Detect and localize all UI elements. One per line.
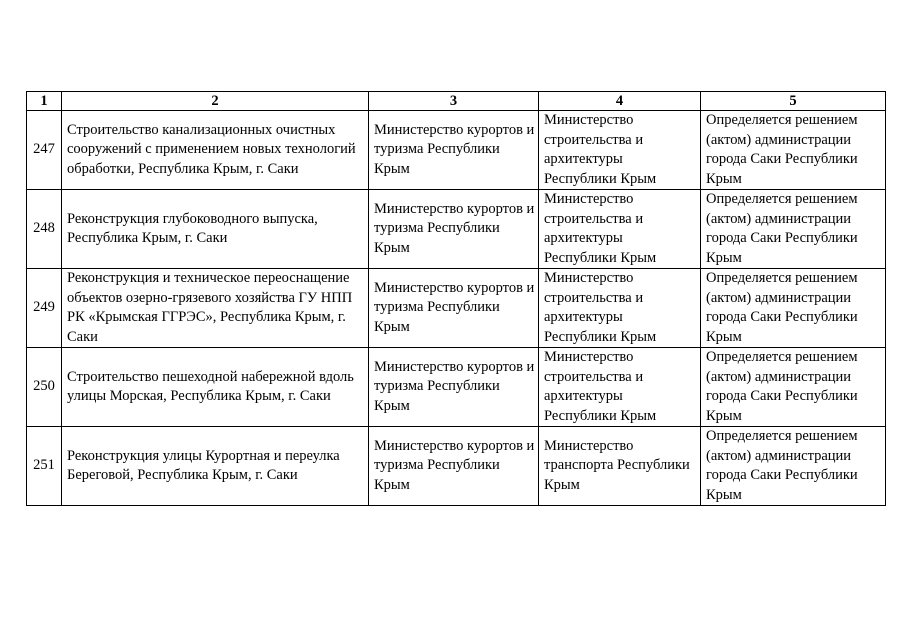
executor-cell: Министерство строительства и архитектуры Республики Крым: [539, 190, 701, 269]
row-number: 247: [27, 111, 62, 190]
document-table: [26, 91, 886, 506]
customer-cell: Министерство курортов и туризма Республики Крым: [369, 190, 539, 269]
executor-cell: Министерство строительства и архитектуры Республики Крым: [539, 111, 701, 190]
object-name-cell: Реконструкция улицы Курортная и переулка Береговой, Республика Крым, г. Саки: [62, 427, 369, 506]
column-header-1: 1: [27, 92, 62, 111]
recipient-cell: Определяется решением (актом) администрации города Саки Республики Крым: [701, 190, 886, 269]
recipient-cell: Определяется решением (актом) администрации города Саки Республики Крым: [701, 348, 886, 427]
row-number: 251: [27, 427, 62, 506]
customer-cell: Министерство курортов и туризма Республики Крым: [369, 111, 539, 190]
object-name-cell: Строительство пешеходной набережной вдоль улицы Морская, Республика Крым, г. Саки: [62, 348, 369, 427]
column-header-3: 3: [369, 92, 539, 111]
executor-cell: Министерство транспорта Республики Крым: [539, 427, 701, 506]
object-name-cell: Строительство канализационных очистных сооружений с применением новых технологий обработки, Республика Крым, г. Саки: [62, 111, 369, 190]
row-number: 248: [27, 190, 62, 269]
recipient-cell: Определяется решением (актом) администрации города Саки Республики Крым: [701, 111, 886, 190]
column-header-2: 2: [62, 92, 369, 111]
row-number: 249: [27, 269, 62, 348]
row-number: 250: [27, 348, 62, 427]
table-row: [27, 269, 886, 348]
table-row: [27, 190, 886, 269]
recipient-cell: Определяется решением (актом) администрации города Саки Республики Крым: [701, 427, 886, 506]
column-header-4: 4: [539, 92, 701, 111]
object-name-cell: Реконструкция и техническое переоснащение объектов озерно-грязевого хозяйства ГУ НПП РК «Крымская ГГРЭС», Республика Крым, г. Саки: [62, 269, 369, 348]
customer-cell: Министерство курортов и туризма Республики Крым: [369, 427, 539, 506]
executor-cell: Министерство строительства и архитектуры Республики Крым: [539, 269, 701, 348]
table-row: [27, 427, 886, 506]
table-row: [27, 348, 886, 427]
header-row: [27, 92, 886, 111]
executor-cell: Министерство строительства и архитектуры Республики Крым: [539, 348, 701, 427]
recipient-cell: Определяется решением (актом) администрации города Саки Республики Крым: [701, 269, 886, 348]
customer-cell: Министерство курортов и туризма Республики Крым: [369, 269, 539, 348]
object-name-cell: Реконструкция глубоководного выпуска, Республика Крым, г. Саки: [62, 190, 369, 269]
column-header-5: 5: [701, 92, 886, 111]
customer-cell: Министерство курортов и туризма Республики Крым: [369, 348, 539, 427]
table-row: [27, 111, 886, 190]
